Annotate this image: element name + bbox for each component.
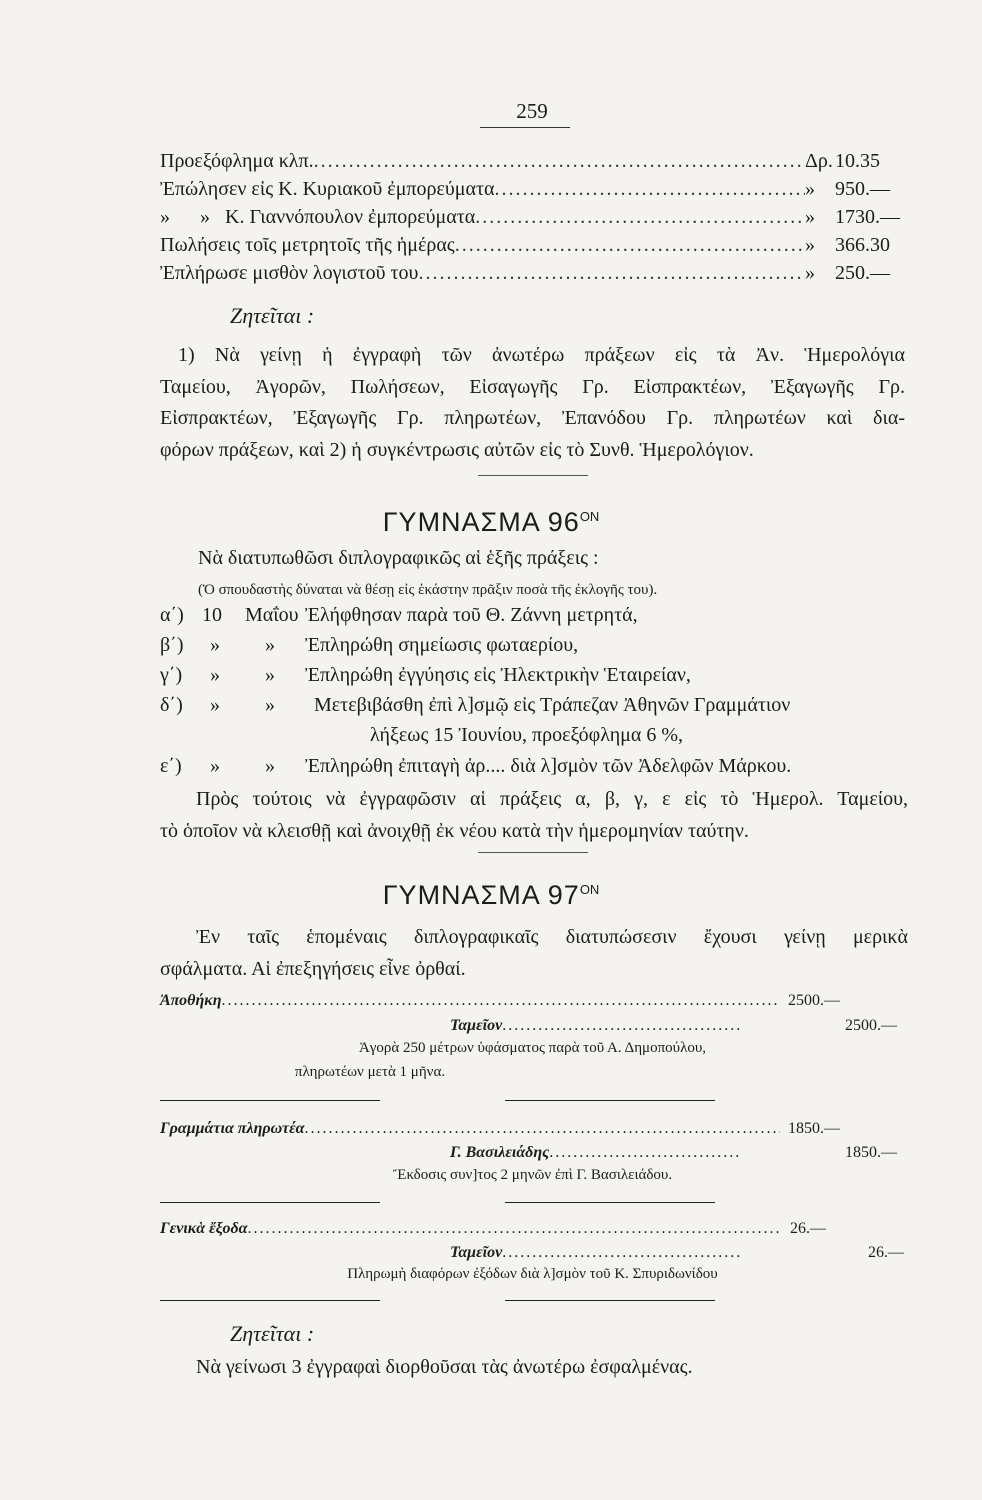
ledger-currency: » xyxy=(805,262,815,284)
item-tag: α΄) xyxy=(160,604,184,626)
credit-amount: 1850.— xyxy=(845,1144,897,1161)
ledger-currency: » xyxy=(805,178,815,200)
ledger-row xyxy=(160,234,905,260)
debit-account: Ἀποθήκη xyxy=(160,992,222,1009)
entry-rule xyxy=(160,1100,380,1101)
journal-debit-row xyxy=(160,1120,780,1138)
ledger-row xyxy=(160,150,905,176)
exercise-title-suffix: ΟΝ xyxy=(579,882,600,897)
exercise-item xyxy=(160,634,910,660)
exercise-title-suffix: ΟΝ xyxy=(579,509,600,524)
ledger-desc: » » Κ. Γιαννόπουλον ἐμπορεύματα xyxy=(160,206,476,228)
item-ditto: » xyxy=(210,664,220,686)
credit-account: Ταμεῖον xyxy=(450,1017,503,1034)
ledger-desc: Ἐπλήρωσε μισθὸν λογιστοῦ του xyxy=(160,262,419,284)
item-ditto: » xyxy=(265,664,275,686)
debit-account: Γραμμάτια πληρωτέα xyxy=(160,1120,305,1137)
ledger-row xyxy=(160,262,905,288)
credit-account: Γ. Βασιλειάδης xyxy=(450,1144,550,1161)
exercise-item xyxy=(160,664,910,690)
ledger-currency: » xyxy=(805,234,815,256)
page-number: 259 xyxy=(516,99,548,123)
leader-dots xyxy=(502,1244,740,1262)
debit-amount: 26.— xyxy=(790,1220,826,1237)
entry-rule xyxy=(505,1300,715,1301)
entry-explanation: Ἔκδοσις συν]τος 2 μηνῶν ἐπὶ Γ. Βασιλειάδου. xyxy=(392,1167,673,1183)
ledger-amount: 950.— xyxy=(835,178,890,200)
leader-dots xyxy=(495,178,805,201)
section-divider xyxy=(478,475,588,476)
intro-line: Ἐν ταῖς ἑπομέναις διπλογραφικαῖς διατυπώσεσιν ἔχουσι γείνῃ μερικὰ xyxy=(196,926,908,948)
task-1-paragraph xyxy=(160,340,905,466)
ledger-row xyxy=(160,206,905,232)
item-text: Ἐπληρώθη ἐπιταγὴ ἀρ.... διὰ λ]σμὸν τῶν Ἀδελφῶν Μάρκου. xyxy=(305,755,792,777)
leader-dots xyxy=(222,992,780,1010)
ledger-row xyxy=(160,178,905,204)
exercise-item-continuation xyxy=(160,724,910,750)
item-ditto: » xyxy=(210,634,220,656)
exercise-97-task: Νὰ γείνωσι 3 ἐγγραφαὶ διορθοῦσαι τὰς ἀνωτέρω ἐσφαλμένας. xyxy=(196,1356,693,1378)
item-month: Μαΐου xyxy=(245,604,299,626)
intro-line: σφάλματα. Αἱ ἐπεξηγήσεις εἶνε ὀρθαί. xyxy=(160,957,466,980)
item-ditto: » xyxy=(265,755,275,777)
leader-dots xyxy=(248,1220,781,1238)
item-day: 10 xyxy=(202,604,222,626)
leader-dots xyxy=(455,234,805,257)
item-text: Ἐπληρώθη σημείωσις φωταερίου, xyxy=(305,634,579,656)
task-line: φόρων πράξεων, καὶ 2) ἡ συγκέντρωσις αὐτῶν εἰς τὸ Συνθ. Ἡμερολόγιον. xyxy=(160,438,754,461)
item-text: Ἐλήφθησαν παρὰ τοῦ Θ. Ζάννη μετρητά, xyxy=(305,604,638,626)
exercise-97-intro xyxy=(160,922,908,985)
journal-credit-row xyxy=(450,1144,740,1162)
exercise-item xyxy=(160,694,910,720)
journal-credit-row xyxy=(450,1244,740,1262)
ledger-currency: Δρ. xyxy=(805,150,833,172)
task-line: Εἰσπρακτέων, Ἐξαγωγῆς Γρ. πληρωτέων, Ἐπανόδου Γρ. πληρωτέων καὶ δια- xyxy=(160,407,905,429)
leader-dots xyxy=(305,1120,780,1138)
credit-account: Ταμεῖον xyxy=(450,1244,503,1261)
ledger-amount: 10.35 xyxy=(835,150,880,172)
entry-rule xyxy=(160,1300,380,1301)
journal-debit-row xyxy=(160,1220,780,1238)
item-tag: γ΄) xyxy=(160,664,183,686)
exercise-96-title xyxy=(0,507,982,538)
entry-explanation: Πληρωμὴ διαφόρων ἐξόδων διὰ λ]σμὸν τοῦ Κ. Σπυριδωνίδου xyxy=(347,1266,718,1282)
exercise-item xyxy=(160,604,910,630)
ledger-amount: 1730.— xyxy=(835,206,900,228)
leader-dots xyxy=(418,262,805,285)
zeteitai-heading: Ζητεῖται : xyxy=(230,303,315,328)
item-text: Μετεβιβάσθη ἐπὶ λ]σμῷ εἰς Τράπεζαν Ἀθηνῶν Γραμμάτιον xyxy=(314,694,791,716)
debit-amount: 1850.— xyxy=(788,1120,840,1137)
ledger-desc: Ἐπώλησεν εἰς Κ. Κυριακοῦ ἐμπορεύματα xyxy=(160,178,495,200)
item-text: λήξεως 15 Ἰουνίου, προεξόφλημα 6 %, xyxy=(370,724,684,746)
entry-rule xyxy=(505,1100,715,1101)
closing-line: τὸ ὁποῖον νὰ κλεισθῇ καὶ ἀνοιχθῇ ἐκ νέου κατὰ τὴν ἡμερομηνίαν ταύτην. xyxy=(160,819,749,842)
leader-dots xyxy=(475,206,805,229)
item-ditto: » xyxy=(210,755,220,777)
leader-dots xyxy=(314,150,805,173)
exercise-title-text: ΓΥΜΝΑΣΜΑ 97 xyxy=(382,880,580,910)
entry-rule xyxy=(505,1202,715,1203)
entry-rule xyxy=(160,1202,380,1203)
section-divider xyxy=(478,852,588,853)
ledger-amount: 250.— xyxy=(835,262,890,284)
exercise-item xyxy=(160,755,920,781)
item-ditto: » xyxy=(210,694,220,716)
item-tag: δ΄) xyxy=(160,694,183,716)
journal-debit-row xyxy=(160,992,780,1010)
leader-dots xyxy=(502,1017,740,1035)
ledger-desc: Πωλήσεις τοῖς μετρητοῖς τῆς ἡμέρας xyxy=(160,234,455,256)
ledger-desc: Προεξόφλημα κλπ. xyxy=(160,150,314,172)
leader-dots xyxy=(549,1144,740,1162)
journal-credit-row xyxy=(450,1017,740,1035)
exercise-title-text: ΓΥΜΝΑΣΜΑ 96 xyxy=(382,507,580,537)
credit-amount: 26.— xyxy=(868,1244,904,1261)
zeteitai-heading: Ζητεῖται : xyxy=(230,1321,315,1346)
item-ditto: » xyxy=(265,694,275,716)
entry-explanation: Ἀγορὰ 250 μέτρων ὑφάσματος παρὰ τοῦ Α. Δημοπούλου, xyxy=(358,1040,707,1056)
ledger-currency: » xyxy=(805,206,815,228)
ledger-amount: 366.30 xyxy=(835,234,890,256)
debit-amount: 2500.— xyxy=(788,992,840,1009)
closing-line: Πρὸς τούτοις νὰ ἐγγραφῶσιν αἱ πράξεις α, β, γ, ε εἰς τὸ Ἡμερολ. Ταμείου, xyxy=(196,788,908,810)
credit-amount: 2500.— xyxy=(845,1017,897,1034)
page-number-rule xyxy=(480,127,570,128)
item-tag: ε΄) xyxy=(160,755,182,777)
exercise-97-title xyxy=(0,880,982,911)
item-text: Ἐπληρώθη ἐγγύησις εἰς Ἠλεκτρικὴν Ἑταιρείαν, xyxy=(305,664,691,686)
exercise-96-intro: Νὰ διατυπωθῶσι διπλογραφικῶς αἱ ἑξῆς πράξεις : xyxy=(198,547,599,569)
item-ditto: » xyxy=(265,634,275,656)
task-line: 1) Νὰ γείνῃ ἡ ἐγγραφὴ τῶν ἀνωτέρω πράξεων εἰς τὰ Ἀν. Ἡμερολόγια xyxy=(178,344,905,366)
item-tag: β΄) xyxy=(160,634,184,656)
task-line: Ταμείου, Ἀγορῶν, Πωλήσεων, Εἰσαγωγῆς Γρ. Εἰσπρακτέων, Ἐξαγωγῆς Γρ. xyxy=(160,375,905,398)
entry-explanation: πληρωτέων μετὰ 1 μῆνα. xyxy=(294,1064,446,1080)
debit-account: Γενικὰ ἔξοδα xyxy=(160,1220,248,1237)
exercise-96-closing xyxy=(160,784,908,847)
exercise-96-note: (Ὁ σπουδαστὴς δύναται νὰ θέσῃ εἰς ἑκάστην πρᾶξιν ποσὰ τῆς ἐκλογῆς του). xyxy=(198,582,658,598)
